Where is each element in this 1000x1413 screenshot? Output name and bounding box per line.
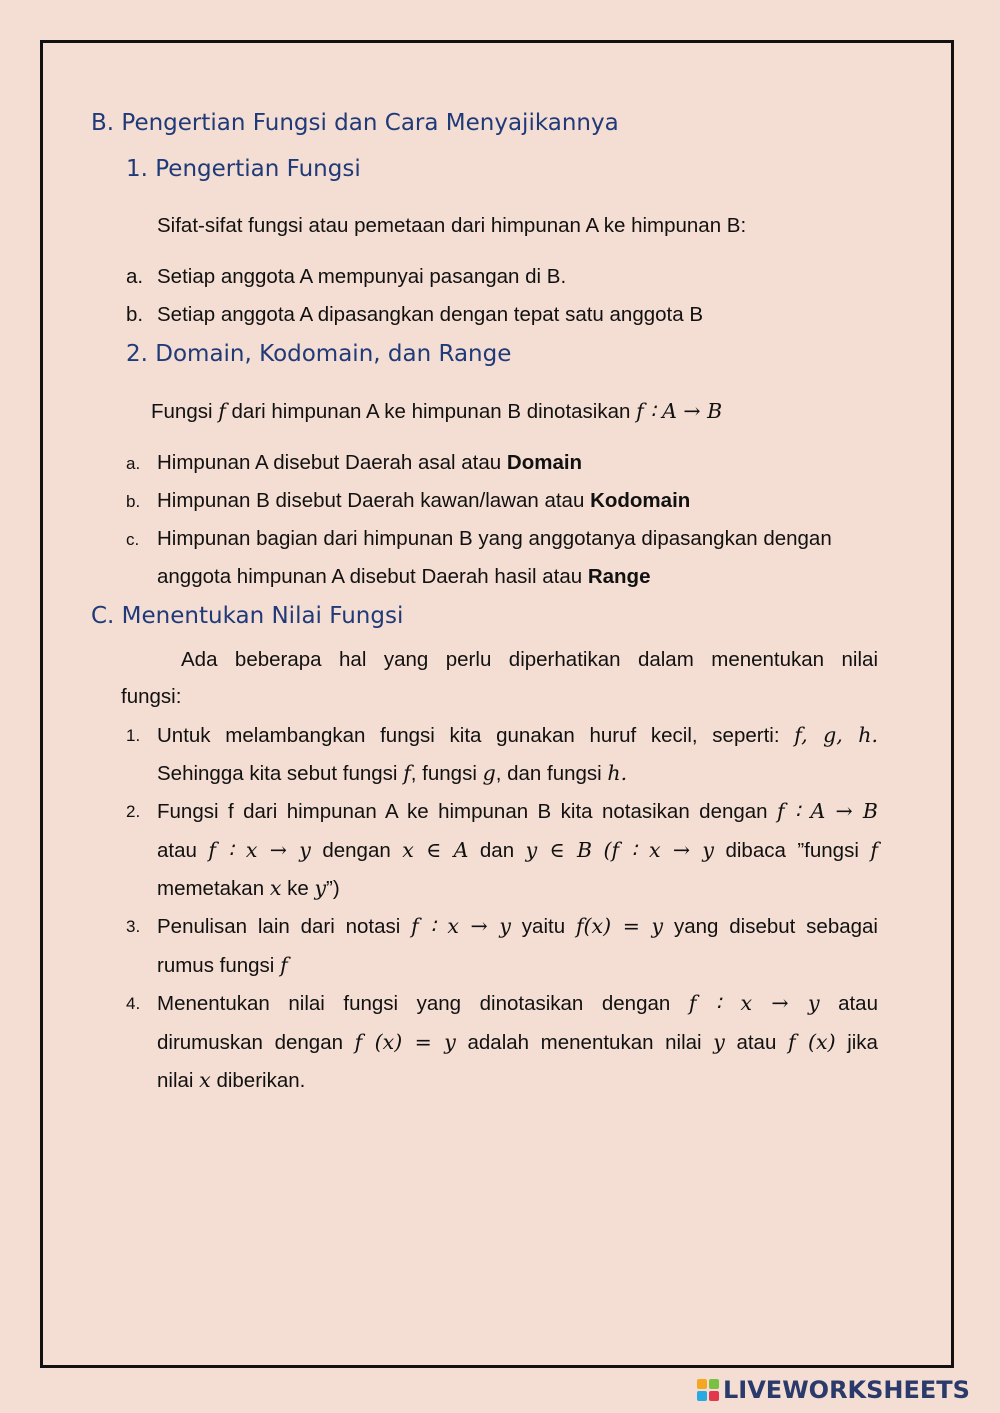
sub1-intro: Sifat-sifat fungsi atau pemetaan dari himpunan A ke himpunan B: — [157, 214, 747, 237]
list-item-cont: nilai x diberikan. — [157, 1068, 306, 1092]
list-label: b. — [126, 492, 141, 511]
sub2-title: 2. Domain, Kodomain, dan Range — [126, 341, 512, 367]
section-b-title: B. Pengertian Fungsi dan Cara Menyajikannya — [91, 110, 619, 136]
logo-text: LIVEWORKSHEETS — [723, 1376, 970, 1404]
list-label: 3. — [126, 917, 141, 936]
list-label: 1. — [126, 726, 141, 745]
section-c-title: C. Menentukan Nilai Fungsi — [91, 603, 404, 629]
section-c-intro-cont: fungsi: — [121, 685, 182, 708]
list-label: c. — [126, 530, 140, 549]
list-item-cont: atau f ∶ x → y dengan x ∈ A dan y ∈ B (f ∶ x → y dibaca ”fungsi f — [157, 838, 878, 862]
section-c-intro: Ada beberapa hal yang perlu diperhatikan dalam menentukan nilai — [181, 648, 878, 671]
list-label: b. — [126, 303, 144, 326]
logo-mark-icon — [697, 1379, 719, 1401]
list-label: a. — [126, 454, 141, 473]
list-label: a. — [126, 265, 144, 288]
list-label: 4. — [126, 994, 141, 1013]
list-item-cont: anggota himpunan A disebut Daerah hasil atau Range — [157, 565, 651, 588]
list-item-cont: Sehingga kita sebut fungsi f, fungsi g, dan fungsi h. — [157, 761, 628, 785]
sub2-intro: Fungsi f dari himpunan A ke himpunan B dinotasikan f ∶ A → B — [151, 399, 723, 423]
list-label: 2. — [126, 802, 141, 821]
list-item: Menentukan nilai fungsi yang dinotasikan dengan f ∶ x → y atau — [157, 991, 878, 1015]
sub1-title: 1. Pengertian Fungsi — [126, 156, 361, 182]
liveworksheets-logo[interactable] — [697, 1376, 970, 1404]
list-item: Himpunan bagian dari himpunan B yang anggotanya dipasangkan dengan — [157, 527, 832, 550]
list-item: Penulisan lain dari notasi f ∶ x → y yaitu f(x) = y yang disebut sebagai — [157, 914, 878, 938]
list-item: Untuk melambangkan fungsi kita gunakan huruf kecil, seperti: f, g, h. — [157, 723, 879, 747]
list-item: Fungsi f dari himpunan A ke himpunan B kita notasikan dengan f ∶ A → B — [157, 799, 878, 823]
list-item: Setiap anggota A dipasangkan dengan tepat satu anggota B — [157, 303, 703, 326]
list-item: Himpunan B disebut Daerah kawan/lawan atau Kodomain — [157, 489, 691, 512]
list-item-cont: memetakan x ke y”) — [157, 876, 340, 900]
list-item-cont: rumus fungsi f — [157, 953, 288, 977]
list-item: Setiap anggota A mempunyai pasangan di B. — [157, 265, 567, 288]
list-item: Himpunan A disebut Daerah asal atau Domain — [157, 451, 583, 474]
list-item-cont: dirumuskan dengan f (x) = y adalah menentukan nilai y atau f (x) jika — [157, 1030, 878, 1054]
